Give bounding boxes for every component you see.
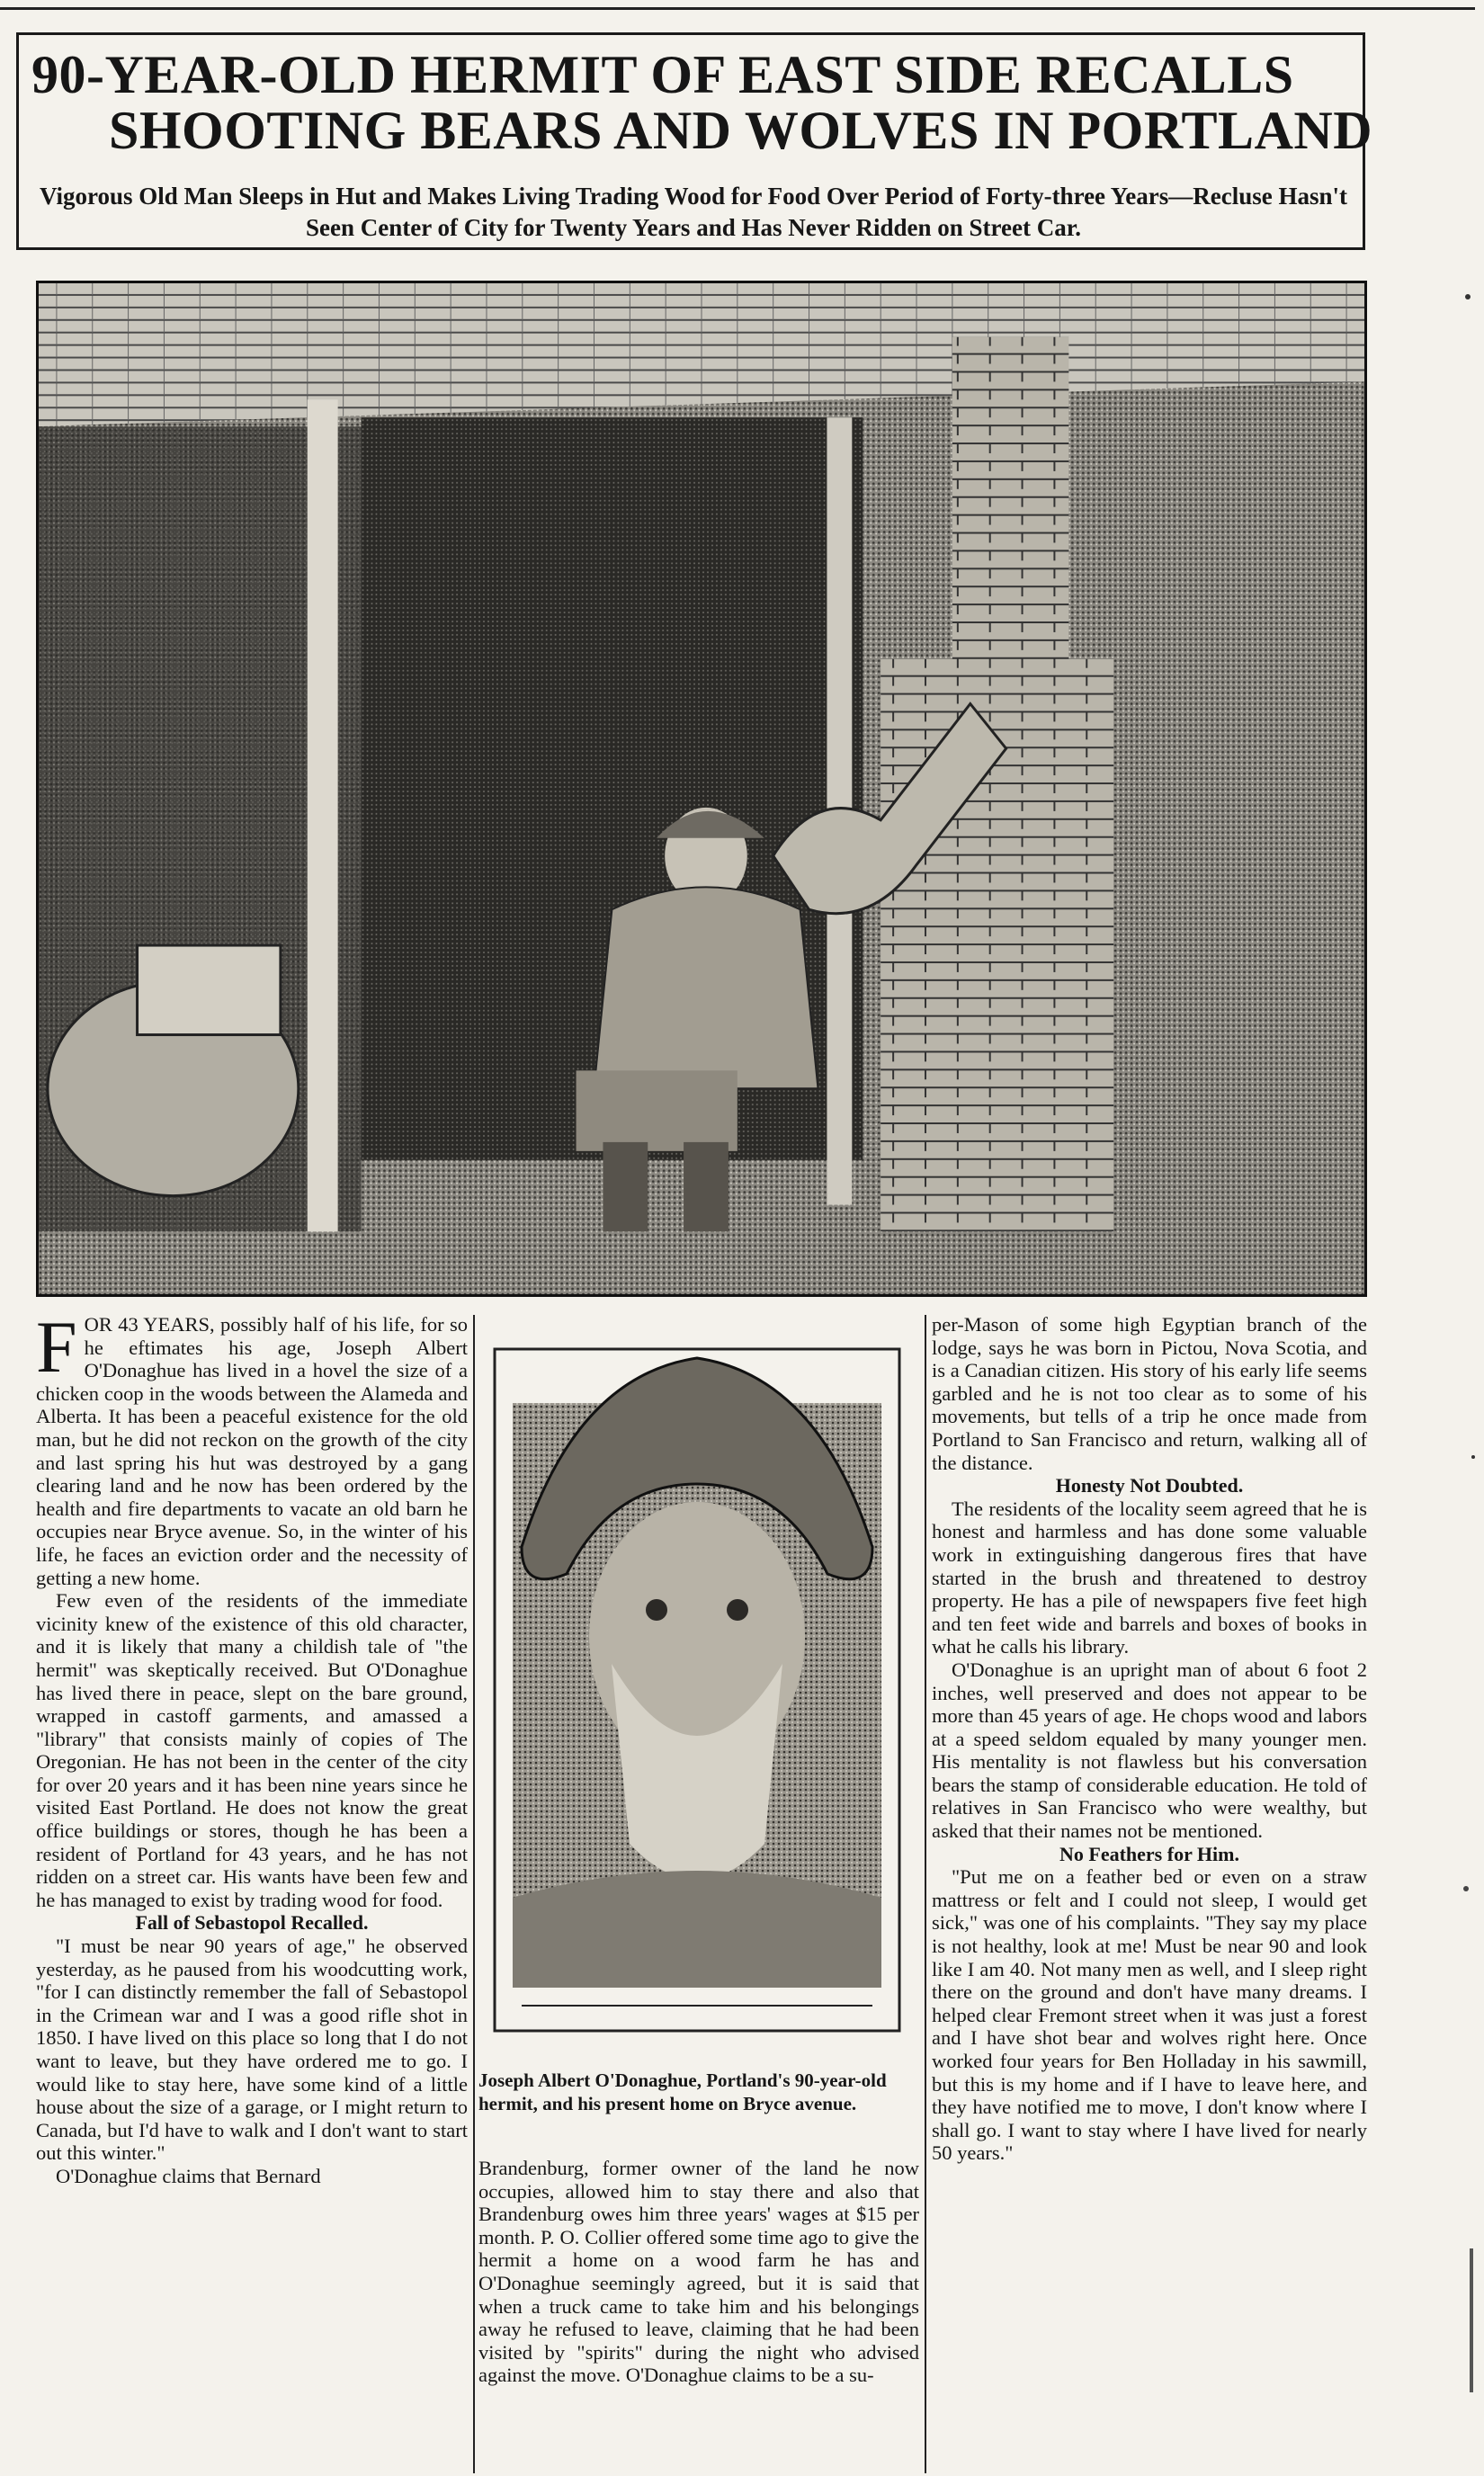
margin-specks: [1457, 270, 1484, 2464]
paragraph-4: O'Donaghue claims that Bernard: [56, 2164, 321, 2187]
subhead-feathers: No Feathers for Him.: [1059, 1842, 1239, 1865]
headline-deck: Vigorous Old Man Sleeps in Hut and Makes Living Trading Wood for Food Over Period of Forty-three Years—Recluse Hasn't Seen Center of City for Twenty Years and Has Never Ridden on Street Car.: [39, 183, 1348, 241]
paragraph-1: FOR 43 YEARS, possibly half of his life, for so he eftimates his age, Joseph Albert O'Donaghue has lived in a hovel the size of a chicken coop in the woods between the Alameda and Alberta. It has been a peaceful existence for the old man, but he did not reckon on the growth of the city and last spring his hut was destroyed by a gang clearing land and he now has been ordered by the health and fire departments to vacate an old barn he occupies near Bryce avenue. So, in the winter of his life, he faces an eviction order and the necessity of getting a new home.: [36, 1306, 468, 1589]
article-column-1: [36, 1306, 468, 2188]
article-column-2: [478, 2157, 919, 2387]
hermit-home-photo: [36, 281, 1367, 1297]
article-column-3: [932, 1313, 1367, 2165]
top-rule: [0, 7, 1475, 10]
subhead-honesty: Honesty Not Doubted.: [1055, 1474, 1244, 1497]
column-rule-right: [925, 1315, 926, 2473]
subhead-sebastopol: Fall of Sebastopol Recalled.: [135, 1911, 369, 1935]
column-rule-left: [473, 1315, 475, 2473]
paragraph-2: Few even of the residents of the immediate vicinity knew of the existence of this old character, and it is likely that many a childish tale of "the hermit" was skeptically received. But O'Donaghue has lived there in peace, slept on the bare ground, wrapped in castoff garments, and amassed a "library" that consists mainly of copies of The Oregonian. He has not been in the center of the city for over 20 years and it has been nine years since he visited East Portland. He does not know the great office buildings or stores, though he has been a resident of Portland for 43 years, and he has not ridden on a street car. His wants have been few and he has managed to exist by trading wood for food.: [36, 1589, 468, 1911]
paragraph-8: O'Donaghue is an upright man of about 6 foot 2 inches, well preserved and does not appear to be more than 45 years of age. He chops wood and labors at a speed seldom equaled by many younger men. His mentality is not flawless but his conversation bears the stamp of considerable education. He told of relatives in San Francisco who were wealthy, but asked that their names not be mentioned.: [932, 1658, 1367, 1843]
paragraph-9: "Put me on a feather bed or even on a straw mattress or felt and I could not sleep, I would get sick," was one of his complaints. "They say my place is not healthy, look at me! Must be near 90 and look like I am 40. Not many men as well, and I sleep right there on the ground and don't have many dreams. I helped clear Fremont street when it was just a forest and I have shot bear and wolves right here. Once worked four years for Ben Holladay in his sawmill, but this is my home and if I have to leave here, and they have notified me to move, I don't know where I shall go. I want to stay where I have lived for nearly 50 years.": [932, 1865, 1367, 2165]
paragraph-6: per-Mason of some high Egyptian branch of the lodge, says he was born in Pictou, Nova Scotia, and is a Canadian citizen. His story of his early life seems garbled and he is not too clear as to some of his movements, but tells of a trip he once made from Portland to San Francisco and return, walking all of the distance.: [932, 1313, 1367, 1474]
hermit-portrait-photo: [486, 1340, 908, 2040]
headline-line-1: 90-YEAR-OLD HERMIT OF EAST SIDE RECALLS: [31, 45, 1294, 104]
headline-line-2: SHOOTING BEARS AND WOLVES IN PORTLAND: [109, 101, 1373, 160]
headline-box: [16, 32, 1373, 250]
drop-cap: F: [36, 1306, 77, 1388]
paragraph-5: Brandenburg, former owner of the land he now occupies, allowed him to stay there and also that Brandenburg owes him three years' wages at $15 per month. P. O. Collier offered some time ago to give the hermit a home on a wood farm he has and O'Donaghue seemingly agreed, but it is said that when a truck came to take him and his belongings away he refused to leave, claiming that he had been visited by "spirits" during the night who advised against the move. O'Donaghue claims to be a su-: [478, 2157, 919, 2387]
photo-caption: Joseph Albert O'Donaghue, Portland's 90-year-old hermit, and his present home on Bryce avenue.: [478, 2069, 887, 2114]
paragraph-7: The residents of the locality seem agreed that he is honest and harmless and has done some valuable work in extinguishing dangerous fires that have started in the brush and threatened to destroy property. He has a pile of newspapers five feet high and ten feet wide and barrels and boxes of books in what he calls his library.: [932, 1497, 1367, 1658]
paragraph-3: "I must be near 90 years of age," he observed yesterday, as he paused from his woodcutting work, "for I can distinctly remember the fall of Sebastopol in the Crimean war and I was a good rifle shot in 1850. I have lived on this place so long that I do not want to leave, but they have ordered me to go. I would like to stay here, have some kind of a little house about the size of a garage, or I might return to Canada, but I'd have to walk and I don't want to start out this winter.": [36, 1935, 468, 2165]
